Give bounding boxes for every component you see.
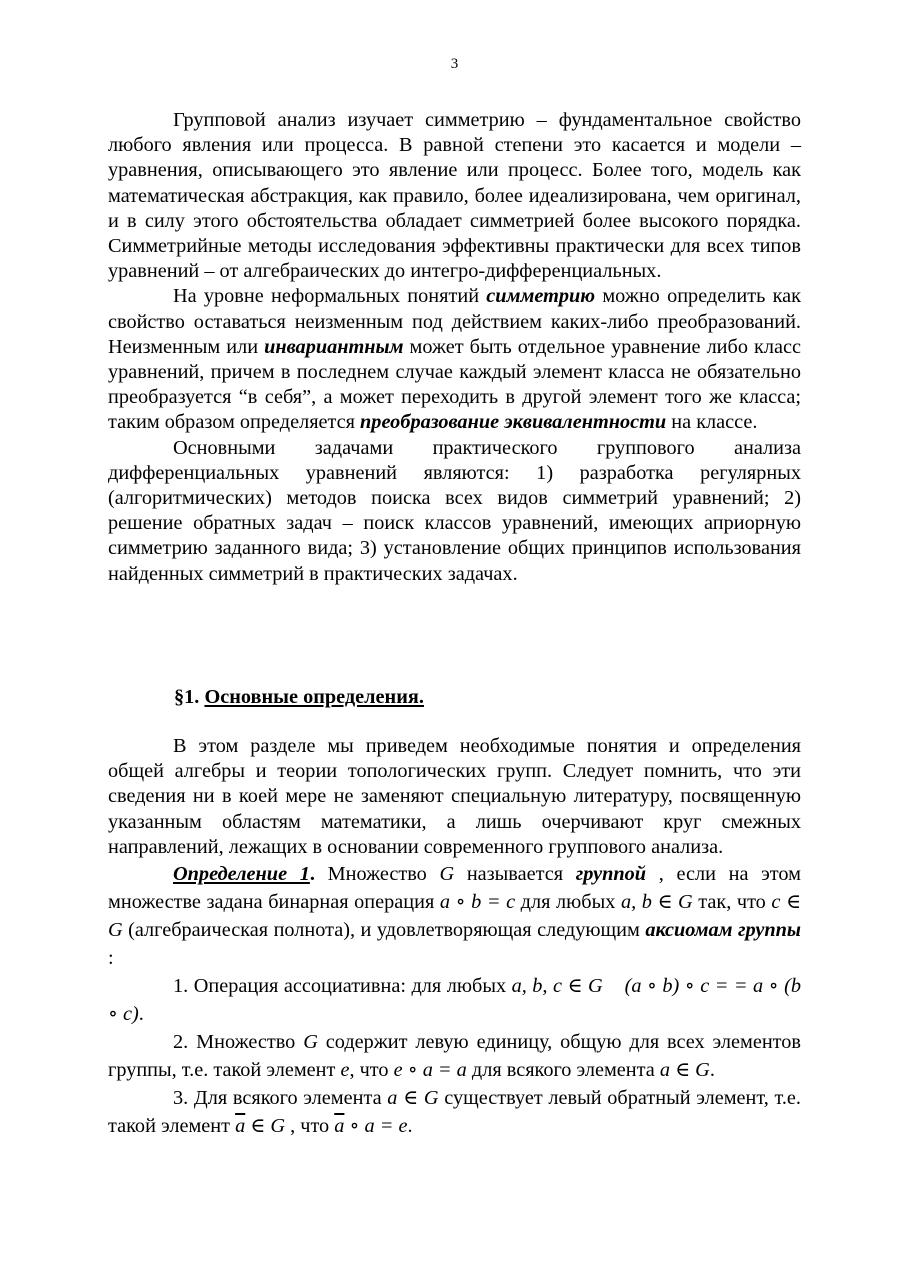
math-a-bar: $\overline{a}$ (334, 1115, 345, 1138)
math-G: G (303, 1031, 318, 1054)
text-run: , если на этом множестве задана бинарная операция (108, 863, 801, 914)
text-run: можно определить как свойство оставаться неизменным под действием каких-либо преобразований. Неизменным или (108, 285, 801, 358)
math-a-in-G: a ∈ G (387, 1087, 439, 1110)
text-run: 1. Операция ассоциативна: для любых (173, 975, 512, 998)
text-run: на классе. (666, 411, 758, 434)
text-run: 2. Множество (173, 1031, 304, 1054)
term-invariant: инвариантным (264, 335, 404, 358)
text-run: : (108, 947, 114, 970)
intro-section (108, 108, 801, 587)
math-operation: a ∘ b = c (439, 891, 516, 914)
math-left-identity: e ∘ a = a (393, 1059, 467, 1082)
text-run: существует левый обратный элемент, т.е. такой элемент (108, 1087, 801, 1138)
defs-paragraph-1: В этом разделе мы приведем необходимые понятия и определения общей алгебры и теории топологических групп. Следует помнить, что эти сведения ни в коей мере не заменяют специальную литературу, посвященную указанным областям математики, а лишь очерчивают круг смежных направлений, лежащих в основании современного группового анализа. (108, 735, 801, 858)
section-heading (174, 686, 424, 709)
math-G: G (439, 863, 455, 886)
text-run: , что (285, 1115, 335, 1138)
definitions-section (108, 734, 801, 1140)
text-run: (алгебраическая полнота), и удовлетворяющая следующим (122, 919, 646, 942)
definition-label: Определение 1 (173, 863, 310, 886)
text-run: может быть отдельное уравнение либо класс уравнений, причем в последнем случае каждый элемент класса не обязательно преобразуется “в себя”, а может переходить в другой элемент того же класса; таким образом определяется (108, 335, 801, 434)
term-group-axioms: аксиомам группы (645, 919, 801, 942)
intro-paragraph-2 (108, 284, 801, 435)
math-associativity: (a ∘ b) ∘ c = = a ∘ (b ∘ c) (108, 975, 801, 1026)
text-run: для всякого элемента (466, 1059, 660, 1082)
term-group: группой (575, 863, 647, 886)
term-equivalence-transformation: преобразование эквивалентности (360, 411, 667, 434)
text-run: содержит левую единицу, общую для всех элементов группы, т.е. такой элемент (108, 1031, 801, 1082)
intro-paragraph-3: Основными задачами практического группового анализа дифференциальных уравнений являются: 1) разработка регулярных (алгоритмических) методов поиска всех видов симметрий уравнений; 2) решение обратных задач – поиск классов уравнений, имеющих априорную симметрию заданного вида; 3) установление общих принципов использования найденных симметрий в практических задачах. (108, 436, 801, 585)
text-run: для любых (515, 891, 621, 914)
section-title: Основные определения. (204, 686, 424, 708)
page-number: 3 (450, 56, 459, 72)
definition-1: Определение 1. Множество G называется группой , если на этом множестве задана бинарная операция a ∘ b = c для любых a, b ∈ G так, что c ∈ G (алгебраическая полнота), и удовлетворяющая следующим аксиомам группы : (108, 863, 801, 970)
math-a-in-G: a ∈ G (659, 1059, 710, 1082)
text-run: . (407, 1115, 413, 1138)
text-run: называется (454, 863, 576, 886)
text-run: . (709, 1059, 715, 1082)
axiom-1 (108, 972, 801, 1028)
math-c-in-G: c ∈ G (108, 891, 801, 942)
math-a-bar: $\overline{a}$ (235, 1115, 246, 1138)
text-run: 3. Для всякого элемента (173, 1087, 388, 1110)
intro-paragraph-1: Групповой анализ изучает симметрию – фундаментальное свойство любого явления или процесса. В равной степени это касается и модели – уравнения, описывающего это явление или процесс. Более того, модель как математическая абстракция, как правило, более идеализирована, чем оригинал, и в силу этого обстоятельства обладает симметрией более высокого порядка. Симметрийные методы исследования эффективны практически для всех типов уравнений – от алгебраических до интегро-дифференциальных. (108, 109, 801, 283)
math-left-inverse: ∘ a = e (344, 1115, 408, 1138)
text-run: . (138, 1003, 144, 1026)
text-run: , что (349, 1059, 394, 1082)
math-in-G: ∈ G (245, 1115, 286, 1138)
axiom-3 (108, 1084, 801, 1140)
math-e: e (340, 1059, 350, 1082)
axiom-2 (108, 1028, 801, 1084)
text-run: На уровне неформальных понятий (173, 285, 487, 308)
text-run: Множество (314, 863, 440, 886)
section-number: §1. (174, 686, 200, 708)
text-run: так, что (692, 891, 772, 914)
term-symmetry: симметрию (486, 285, 596, 308)
math-abc-in-G: a, b, c ∈ G (511, 975, 603, 998)
math-ab-in-G: a, b ∈ G (620, 891, 693, 914)
